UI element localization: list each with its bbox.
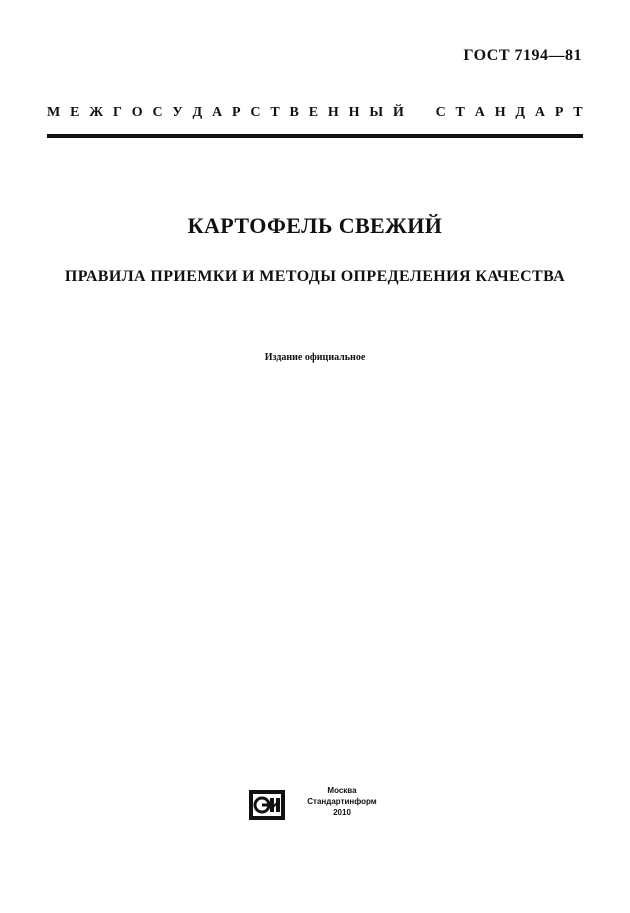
standard-type-letter: Т xyxy=(455,105,465,120)
standard-type-letter: Ж xyxy=(89,105,104,120)
standard-type-letter: Е xyxy=(308,105,319,120)
standard-type-letter: Н xyxy=(348,105,360,120)
standard-type-letter: Г xyxy=(112,105,122,120)
standard-type-letter: Н xyxy=(494,105,506,120)
publisher-block xyxy=(249,785,389,821)
standard-type-letter: О xyxy=(131,105,143,120)
standard-type-letter: С xyxy=(435,105,446,120)
standard-type-letter: Е xyxy=(70,105,80,120)
standard-type-letter: Й xyxy=(392,105,404,120)
publisher-year: 2010 xyxy=(333,808,351,817)
standard-type-gap xyxy=(414,104,426,122)
standard-type-letter: Ы xyxy=(369,105,384,120)
document-number: ГОСТ 7194—81 xyxy=(463,47,582,64)
standard-type-letter: Д xyxy=(515,105,526,120)
standard-type-label xyxy=(47,104,583,122)
standard-type-letter: С xyxy=(250,105,261,120)
publisher-info xyxy=(297,785,387,818)
standard-type-letter: С xyxy=(152,105,163,120)
standard-type-letter: Д xyxy=(192,105,203,120)
standard-header xyxy=(47,104,583,142)
standard-type-letter: Н xyxy=(327,105,339,120)
standard-type-letter: Р xyxy=(554,105,564,120)
standard-type-letter: А xyxy=(212,105,223,120)
standard-type-letter: Т xyxy=(573,105,583,120)
standard-type-letter: А xyxy=(474,105,485,120)
publisher-city: Москва xyxy=(327,786,357,795)
header-rule xyxy=(47,134,583,138)
document-title: КАРТОФЕЛЬ СВЕЖИЙ xyxy=(187,213,443,238)
standard-type-letter: Р xyxy=(231,105,241,120)
standard-type-letter: А xyxy=(534,105,546,120)
standard-type-letter: В xyxy=(289,105,299,120)
document-subtitle: ПРАВИЛА ПРИЕМКИ И МЕТОДЫ ОПРЕДЕЛЕНИЯ КАЧЕСТВА xyxy=(64,268,566,285)
publisher-name: Стандартинформ xyxy=(307,797,377,806)
edition-note: Издание официальное xyxy=(264,352,366,363)
standard-type-letter: У xyxy=(172,105,183,120)
standard-type-letter: М xyxy=(47,105,61,120)
standard-type-letter: Т xyxy=(270,105,280,120)
standartinform-logo-icon xyxy=(249,790,285,820)
